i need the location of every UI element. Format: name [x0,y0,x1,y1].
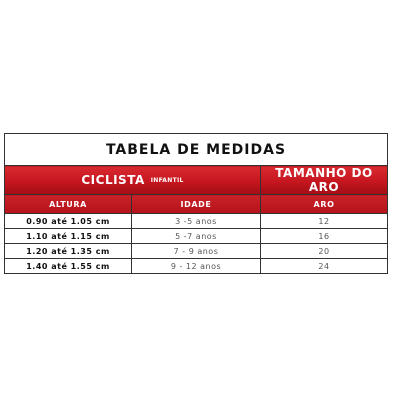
ciclista-label: CICLISTA [81,173,145,187]
altura-cell: 1.20 até 1.35 cm [5,244,132,259]
idade-header: IDADE [132,195,261,214]
aro-cell: 16 [261,229,388,244]
idade-cell: 7 - 9 anos [132,244,261,259]
altura-header: ALTURA [5,195,132,214]
table-row [5,214,388,229]
table-row [5,229,388,244]
idade-cell: 3 -5 anos [132,214,261,229]
title-row [5,134,388,166]
group-header-row [5,166,388,195]
aro-cell: 12 [261,214,388,229]
tamanho-do-aro-header: TAMANHO DO ARO [261,166,388,195]
idade-cell: 9 - 12 anos [132,259,261,274]
ciclista-header [5,166,261,195]
table-row [5,244,388,259]
size-chart-table [4,133,388,274]
table-row [5,259,388,274]
altura-cell: 1.10 até 1.15 cm [5,229,132,244]
aro-cell: 20 [261,244,388,259]
column-header-row [5,195,388,214]
altura-cell: 0.90 até 1.05 cm [5,214,132,229]
infantil-label: INFANTIL [150,177,184,184]
aro-cell: 24 [261,259,388,274]
table-title: TABELA DE MEDIDAS [5,134,388,166]
idade-cell: 5 -7 anos [132,229,261,244]
altura-cell: 1.40 até 1.55 cm [5,259,132,274]
aro-header: ARO [261,195,388,214]
